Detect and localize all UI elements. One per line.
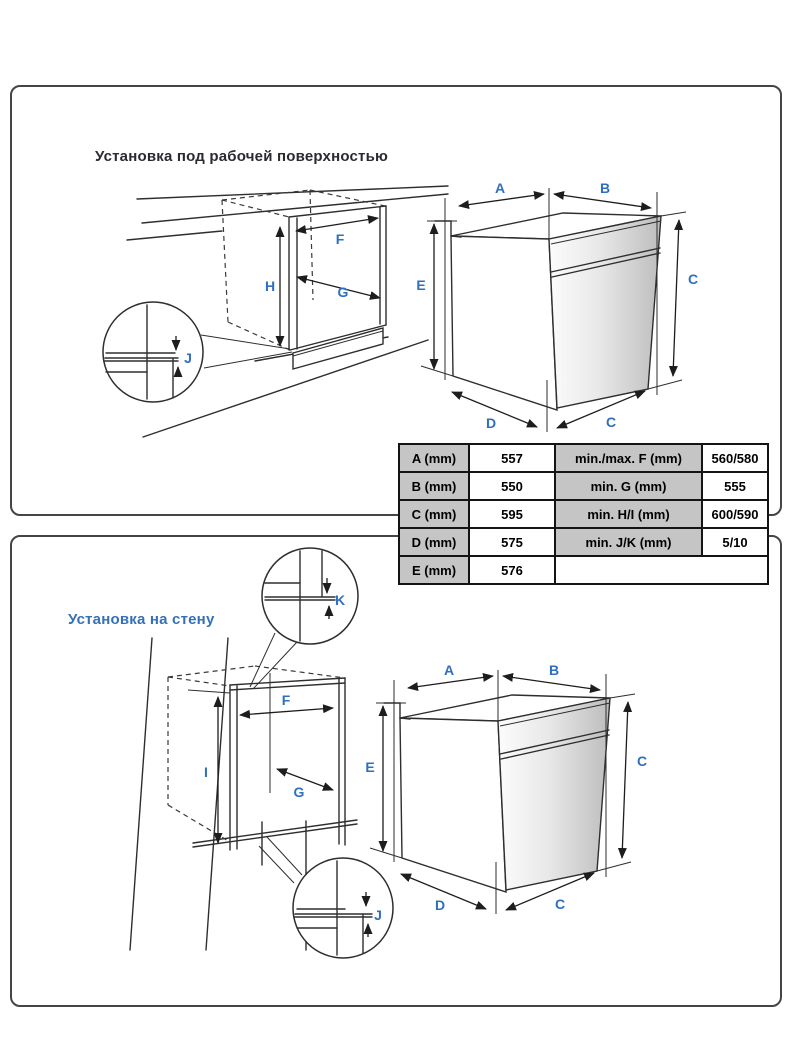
table-cell-label: E (mm) (399, 556, 469, 584)
dimension-E (416, 224, 434, 369)
table-cell-value: 576 (469, 556, 555, 584)
dimension-label-f: F (335, 231, 345, 247)
dimension-label-c: C (636, 753, 648, 769)
table-cell-value: 555 (702, 472, 768, 500)
table-cell-value: 560/580 (702, 444, 768, 472)
dimension-label-f: F (281, 692, 291, 708)
table-cell-label: min. H/I (mm) (555, 500, 702, 528)
table-cell-label: A (mm) (399, 444, 469, 472)
table-row (399, 444, 768, 472)
panel-under-worktop-title: Установка под рабочей поверхностью (95, 148, 389, 165)
panel-wall-mount-title: Установка на стену (68, 611, 215, 628)
dimension-label-j: J (374, 907, 382, 923)
table-cell-value: 600/590 (702, 500, 768, 528)
table-cell-label: B (mm) (399, 472, 469, 500)
dimension-label-b: B (548, 662, 560, 678)
dimension-B (554, 180, 651, 208)
table-cell-value: 575 (469, 528, 555, 556)
cabinet-front-frame (188, 673, 345, 850)
table-row (399, 528, 768, 556)
table-cell-label: D (mm) (399, 528, 469, 556)
dimension-label-a: A (443, 662, 455, 678)
dimension-label-b: B (599, 180, 611, 196)
table-row (399, 556, 768, 584)
cabinet-under-worktop-diagram (100, 160, 456, 443)
oven-front-door (498, 698, 610, 890)
table-cell-label: min. G (mm) (555, 472, 702, 500)
oven-body (435, 213, 661, 410)
dimension-F (240, 692, 333, 715)
dimension-label-g: G (293, 784, 305, 800)
dimension-G (297, 277, 380, 300)
dimension-label-i: I (204, 764, 208, 780)
dimension-F (296, 218, 378, 247)
dimensions-table (398, 443, 769, 585)
dimension-label-d: D (485, 415, 497, 431)
dimension-label-h: H (264, 278, 276, 294)
dimension-label-j: J (184, 350, 192, 366)
dimension-A (408, 662, 493, 688)
dimension-label-k: K (334, 592, 346, 608)
table-cell-label: min./max. F (mm) (555, 444, 702, 472)
dimension-A (459, 180, 544, 206)
dimension-label-d: D (434, 897, 446, 913)
detail-circle-J (103, 302, 292, 402)
dimension-B (503, 662, 600, 690)
dimension-label-c2: C (554, 896, 566, 912)
dimension-label-e: E (416, 277, 426, 293)
dimension-E (365, 706, 383, 851)
table-cell-value: 595 (469, 500, 555, 528)
dimension-label-a: A (494, 180, 506, 196)
table-cell-value: 5/10 (702, 528, 768, 556)
dimension-G (277, 769, 333, 800)
worktop-lines (127, 186, 448, 240)
dimension-label-e: E (365, 759, 375, 775)
niche-dashed-outline (168, 666, 345, 842)
dimension-C-right (673, 220, 698, 376)
dimension-label-c2: C (605, 414, 617, 430)
wall-oven-dimensions-diagram (354, 662, 654, 922)
dimension-H (265, 227, 280, 346)
niche-dashed-outline (222, 190, 385, 350)
wall-lines (130, 638, 228, 950)
oven-front-door (549, 216, 661, 408)
table-row (399, 500, 768, 528)
table-cell-value: 550 (469, 472, 555, 500)
table-cell-value: 557 (469, 444, 555, 472)
dimension-label-g: G (337, 284, 349, 300)
built-under-oven-dimensions-diagram (405, 180, 705, 440)
table-row (399, 472, 768, 500)
plinth (293, 328, 383, 369)
table-cell-label: C (mm) (399, 500, 469, 528)
table-cell-empty (555, 556, 768, 584)
table-cell-label: min. J/K (mm) (555, 528, 702, 556)
dimension-I (204, 697, 218, 843)
oven-body (384, 695, 610, 892)
dimension-C-right (622, 702, 647, 858)
dimension-label-c: C (687, 271, 699, 287)
